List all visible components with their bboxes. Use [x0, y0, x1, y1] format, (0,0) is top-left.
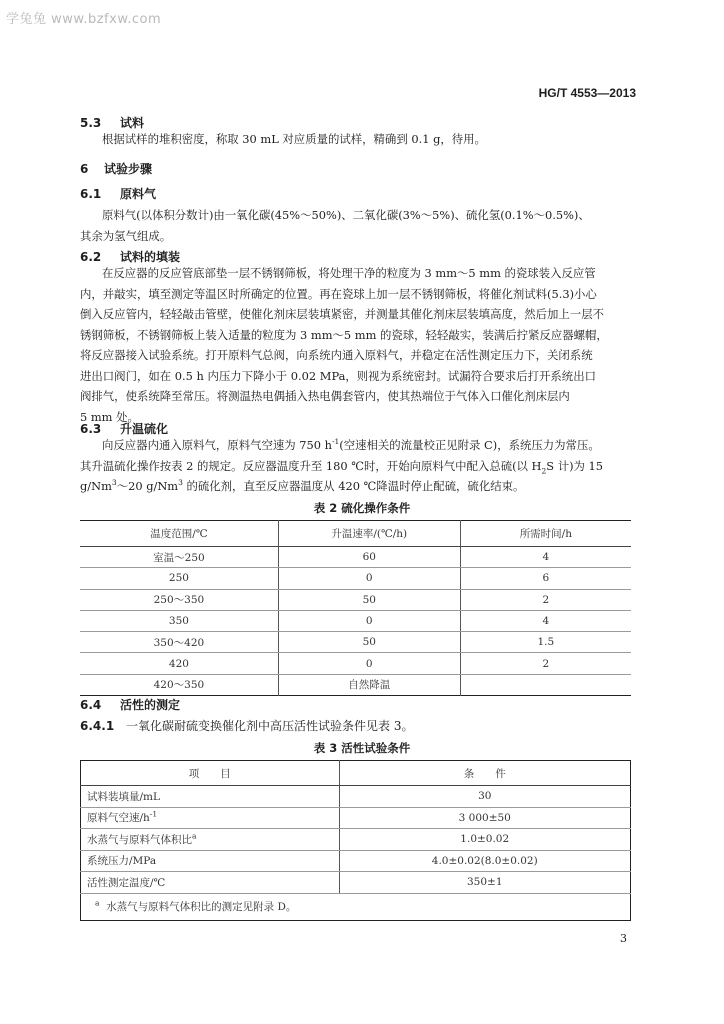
text-line: 其升温硫化操作按表 2 的规定。反应器温度升至 180 ℃时，开始向原料气中配入总硫(以 $H_2S$ 计)为 15 [80, 458, 604, 475]
text-line: g/Nm$^3$～20 g/Nm$^3$ 的硫化剂，直至反应器温度从 420 ℃降温时停止配硫，硫化结束。 [80, 478, 525, 493]
column-header: 温度范围/℃ [80, 521, 278, 547]
section-number: 6.3 [80, 422, 102, 436]
table-row [80, 632, 631, 653]
table-cell: 350±1 [339, 872, 631, 894]
table-cell: 水蒸气与原料气体积比$^a$ [81, 829, 340, 851]
table-cell: 0 [278, 568, 460, 589]
table-cell: 60 [278, 547, 460, 568]
table-row [80, 568, 631, 589]
text-line: 进出口阀门，如在 0.5 h 内压力下降小于 0.02 MPa，则视为系统密封。试漏符合要求后打开系统出口 [80, 368, 596, 383]
standard-code: HG/T 4553—2013 [538, 86, 636, 100]
table-2 [80, 520, 631, 696]
page-number: 3 [620, 932, 627, 945]
table-cell: 250 [80, 568, 278, 589]
table-cell: 4 [460, 547, 631, 568]
text-line: 倒入反应管内，轻轻敲击管壁，使催化剂床层装填紧密，并测量其催化剂床层装填高度，然后加上一层不 [80, 307, 604, 321]
footnote-mark: a [95, 898, 100, 908]
section-number: 5.3 [80, 116, 102, 130]
table-cell: 420 [80, 653, 278, 674]
heading-6-4 [80, 696, 180, 713]
footnote-text: 水蒸气与原料气体积比的测定见附录 D。 [106, 901, 297, 913]
clause-6-4-1 [80, 717, 413, 734]
column-header: 项 目 [81, 761, 340, 786]
text-line: 根据试样的堆积密度，称取 30 mL 对应质量的试样，精确到 0.1 g，待用。 [102, 132, 486, 146]
table-row [81, 872, 631, 894]
table-cell: 4 [460, 610, 631, 631]
table-cell: 350 [80, 610, 278, 631]
text-line: 其余为氢气组成。 [80, 228, 172, 243]
text-line: 锈钢筛板，不锈钢筛板上装入适量的粒度为 3 mm～5 mm 的瓷球，轻轻敲实，装满后拧紧反应器螺帽， [80, 327, 608, 342]
table-row [80, 547, 631, 568]
text-line: 原料气(以体积分数计)由一氧化碳(45%～50%)、二氧化碳(3%～5%)、硫化氢(0.1%～0.5%)、 [102, 208, 590, 222]
table-row [81, 829, 631, 851]
table-cell: 自然降温 [278, 674, 460, 695]
paragraph-6-2 [80, 263, 650, 427]
table-row [81, 786, 631, 808]
table-2-caption: 表 2 硫化操作条件 [313, 501, 411, 515]
table-cell: 30 [339, 786, 631, 808]
watermark-text: 学兔兔 www.bzfxw.com [6, 12, 162, 27]
paragraph-6-3 [80, 435, 650, 497]
text-line: 在反应器的反应管底部垫一层不锈钢筛板，将处理干净的粒度为 3 mm～5 mm 的瓷球装入反应管 [102, 266, 596, 280]
section-number: 6.1 [80, 187, 102, 201]
text-line: 向反应器内通入原料气，原料气空速为 750 $h^{-1}$(空速相关的流量校正见附录 C)，系统压力为常压。 [102, 437, 600, 452]
text-line: 5 mm 处。 [80, 409, 139, 424]
table-cell: 420～350 [153, 679, 205, 692]
column-header: 所需时间/h [460, 521, 631, 547]
column-header: 升温速率/(℃/h) [278, 521, 460, 547]
text-line: 阀排气，使系统降至常压。将测温热电偶插入热电偶套管内，使其热端位于气体入口催化剂床层内 [80, 389, 570, 403]
table-row [80, 674, 631, 695]
section-title: 活性的测定 [120, 698, 181, 712]
table-3-caption: 表 3 活性试验条件 [313, 741, 411, 755]
table-3 [80, 760, 631, 921]
table-cell: 2 [460, 589, 631, 610]
section-title: 升温硫化 [120, 422, 169, 436]
table-cell: 0 [278, 653, 460, 674]
table-cell: 350～420 [80, 632, 278, 653]
section-number: 6.4.1 [80, 719, 115, 733]
section-number: 6 [80, 162, 89, 176]
table-cell: 试料装填量/mL [81, 786, 340, 808]
heading-6 [80, 160, 152, 177]
table-cell: 1.0±0.02 [339, 829, 631, 851]
table-cell: 室温～250 [80, 547, 278, 568]
heading-6-1 [80, 185, 156, 202]
table-cell: 50 [278, 589, 460, 610]
section-number: 6.4 [80, 698, 102, 712]
table-footnote [81, 893, 631, 920]
text-line: 将反应器接入试验系统。打开原料气总阀，向系统内通入原料气，并稳定在活性测定压力下，关闭系统 [80, 348, 593, 362]
section-title: 试料的填装 [120, 250, 181, 264]
table-cell: 原料气空速$/h^{-1}$ [81, 807, 340, 829]
section-number: 6.2 [80, 250, 102, 264]
paragraph-6-1 [80, 205, 650, 246]
table-cell: 250～350 [80, 589, 278, 610]
section-title: 试料 [120, 116, 145, 130]
table-cell: 3 000±50 [339, 807, 631, 829]
table-cell: 50 [278, 632, 460, 653]
table-row [80, 589, 631, 610]
column-header: 条 件 [339, 761, 631, 786]
paragraph-5-3 [80, 129, 650, 150]
table-row [80, 610, 631, 631]
table-cell: 活性测定温度/℃ [81, 872, 340, 894]
table-cell: 2 [460, 653, 631, 674]
table-header-row [80, 521, 631, 547]
table-cell: 1.5 [460, 632, 631, 653]
table-row [81, 807, 631, 829]
table-cell: 系统压力/MPa [81, 850, 340, 872]
table-cell: 0 [278, 610, 460, 631]
table-cell [460, 674, 631, 695]
table-cell: 4.0±0.02(8.0±0.02) [339, 850, 631, 872]
clause-text: 一氧化碳耐硫变换催化剂中高压活性试验条件见表 3。 [126, 719, 414, 733]
section-title: 原料气 [120, 187, 157, 201]
section-title: 试验步骤 [104, 162, 153, 176]
table-cell: 6 [460, 568, 631, 589]
text-line: 内，并敲实，填至测定等温区时所确定的位置。再在瓷球上加一层不锈钢筛板，将催化剂试料(5.3)小心 [80, 286, 597, 301]
table-row [80, 653, 631, 674]
table-header-row [81, 761, 631, 786]
table-row [81, 850, 631, 872]
table-footnote-row [81, 893, 631, 920]
